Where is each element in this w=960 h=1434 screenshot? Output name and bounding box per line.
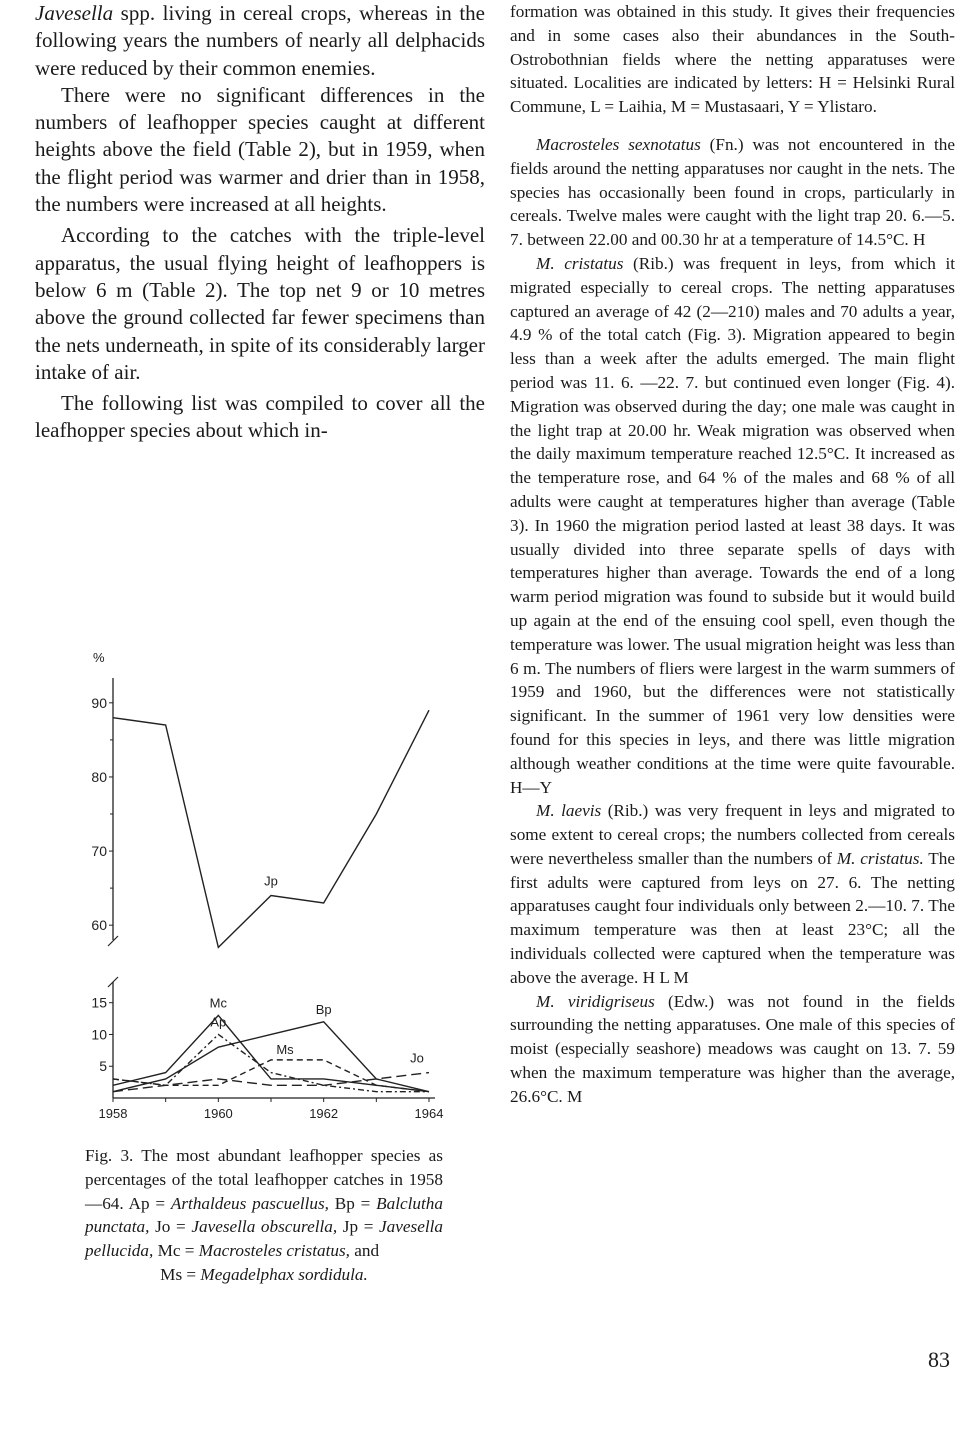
series-label-jo: Jo <box>410 1050 424 1066</box>
x-tick-label: 1964 <box>414 1106 444 1121</box>
series-label-mc: Mc <box>209 995 228 1011</box>
figure-caption: Fig. 3. The most abundant leafhopper species as percentages of the total leafhopper catches in 1958—64. Ap = Arthaldeus pascuellus, Bp = Balclutha punctata, Jo = Javesella obscurella, Jp = Javesella pellucida, Mc = Macrosteles cristatus, and Ms = Megadelphax sordidula. <box>85 1146 443 1284</box>
species-entry: M. viridigriseus (Edw.) was not found in the fields surrounding the netting apparatuses. One male of this species of moist (especially seashore) meadows was caught on 13. 7. 59 when the maximum temperature was higher than the average, 26.6°C. M <box>510 991 955 1106</box>
species-entry: Macrosteles sexnotatus (Fn.) was not encountered in the fields around the netting apparatuses nor caught in the nets. The species has occasionally been found in crops, particularly in cereals. Twelve males were caught with the light trap 20. 6.—5. 7. between 22.00 and 00.30 hr at a temperature of 14.5°C. H <box>510 134 955 250</box>
paragraph <box>35 0 485 82</box>
figure-3 <box>85 640 455 1135</box>
series-line-bp <box>113 1022 429 1092</box>
series-line-ap <box>113 1034 429 1091</box>
species-name: Macrosteles sexnotatus <box>536 134 701 154</box>
y-tick-label: 5 <box>99 1058 107 1075</box>
series-line-jp <box>113 710 429 947</box>
species-name: M. laevis <box>536 801 602 821</box>
y-tick-label: 90 <box>91 694 107 711</box>
right-column <box>510 0 955 1109</box>
line-chart <box>85 640 455 1135</box>
x-tick-label: 1960 <box>203 1106 233 1121</box>
series-label-bp: Bp <box>315 1001 332 1017</box>
series-line-jo <box>113 1073 429 1092</box>
species-entry: M. laevis (Rib.) was very frequent in leys and migrated to some extent to cereal crops; the numbers collected from cereals were nevertheless smaller than the numbers of M. cristatus. The first adults were captured from leys on 27. 6. The netting apparatuses caught four individuals only between 2.—10. 7. The maximum temperature was then at least 23°C; all the individuals collected were captured when the temperature was above the average. H L M <box>510 801 956 987</box>
series-line-ms <box>113 1060 429 1092</box>
series-label-ap: Ap <box>210 1014 227 1030</box>
y-tick-label: 70 <box>91 843 107 860</box>
y-tick-label: 80 <box>91 768 107 785</box>
paragraph: formation was obtained in this study. It gives their frequencies and in some cases also their abundances in the South-Ostrobothnian fields where the netting apparatuses were situated. Localities are indicated by letters: H = Helsinki Rural Commune, L = Laihia, M = Mustasaari, Y = Ylistaro. <box>510 2 955 117</box>
x-tick-label: 1958 <box>98 1106 128 1121</box>
species-entry: M. cristatus (Rib.) was frequent in leys, from which it migrated especially to cereal crops. The netting apparatuses captured an average of 42 (2—210) males and 70 adults a year, 4.9 % of the total catch (Fig. 3). Migration appeared to begin less than a week after the adults emerged. The main flight period was 11. 6. —22. 7. but continued even longer (Fig. 4). Migration was observed during the day; one male was caught in the light trap at 20.00 hr. Weak migration was observed when the daily maximum temperature reached 12.5°C. It increased as the temperature rose, and 64 % of the males and 68 % of all adults were caught at temperatures higher than average (Table 3). In 1960 the migration period lasted at least 38 days. It was usually divided into three separate spells of days with temperatures higher than average. Towards the end of a long warm period migration was found to subside but it would build up again at the end of the ensuing cool spell, even though the temperature was lower. The usual migration height was less than 6 m. The numbers of fliers were largest in the warm summers of 1959 and 1960, but the differences were not statistically significant. In the summer of 1961 very low densities were found for this species in leys, and there was little migration although weather conditions at the time were quite favourable. H—Y <box>510 253 955 797</box>
series-label-jp: Jp <box>264 873 278 889</box>
series-label-ms: Ms <box>276 1041 294 1057</box>
paragraph-text: spp. living in cereal crops, whereas in the following years the numbers of nearly all delphacids were reduced by their common enemies. <box>35 1 485 80</box>
left-column <box>35 0 485 445</box>
paragraph: There were no significant differences in the numbers of leafhopper species caught at different heights above the field (Table 2), but in 1959, when the flight period was warmer and drier than in 1958, the numbers were increased at all heights. <box>35 82 485 217</box>
paragraph: According to the catches with the triple-level apparatus, the usual flying height of leafhoppers is below 6 m (Table 2). The top net 9 or 10 metres above the ground collected far fewer specimens than the nets underneath, in spite of its considerably larger intake of air. <box>35 223 485 384</box>
x-tick-label: 1962 <box>309 1106 339 1121</box>
y-axis-label: % <box>93 650 105 665</box>
paragraph: The following list was compiled to cover all the leafhopper species about which in- <box>35 391 485 443</box>
axis-break-mark <box>108 936 118 987</box>
species-name: M. viridigriseus <box>536 991 655 1011</box>
y-tick-label: 60 <box>91 917 107 934</box>
species-name: M. cristatus <box>536 253 624 273</box>
y-tick-label: 15 <box>91 994 107 1011</box>
genus-name: Javesella <box>35 1 114 25</box>
page-number: 83 <box>928 1347 950 1372</box>
y-tick-label: 10 <box>91 1026 107 1043</box>
